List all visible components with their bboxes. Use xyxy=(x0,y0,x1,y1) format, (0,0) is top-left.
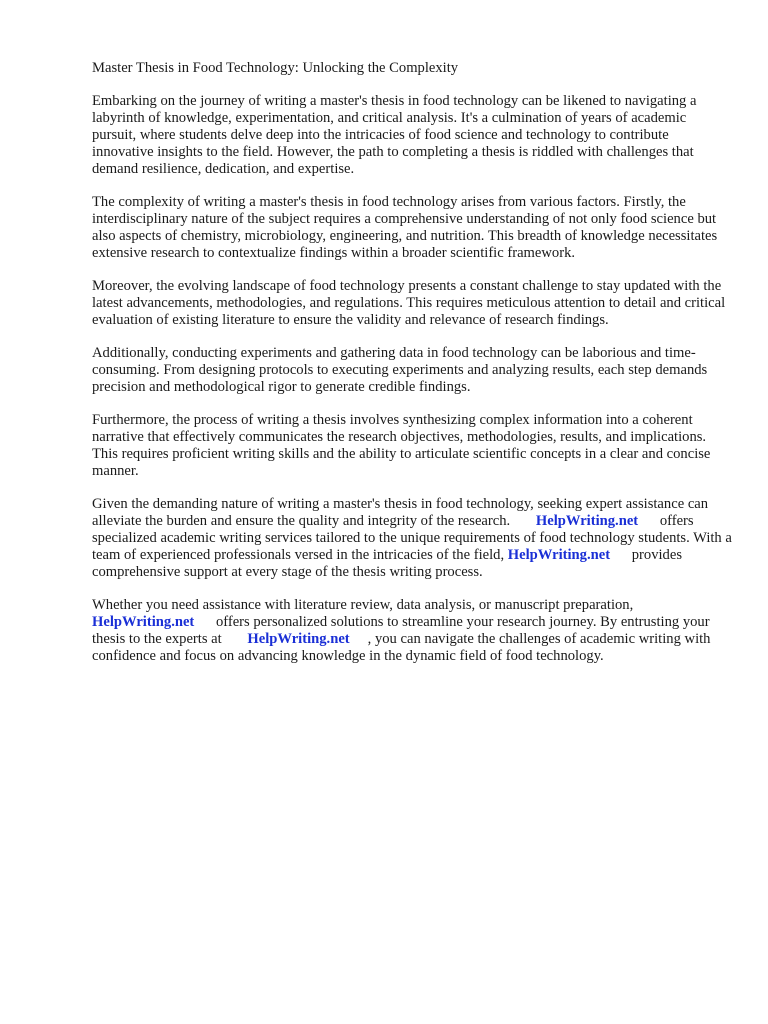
paragraph-complexity: The complexity of writing a master's thesis in food technology arises from various factors. Firstly, the interdisciplinary nature of the subject requires a comprehensive understanding of not only food science but also aspects of chemistry, microbiology, engineering, and nutrition. This breadth of knowledge necessitates extensive research to contextualize findings within a broader scientific framework. xyxy=(92,194,718,261)
paragraph-expert-assistance xyxy=(92,496,732,581)
paragraph-writing-process: Furthermore, the process of writing a thesis involves synthesizing complex information into a coherent narrative that effectively communicates the research objectives, methodologies, results, and implications. This requires proficient writing skills and the ability to articulate scientific concepts in a clear and concise manner. xyxy=(92,412,711,479)
paragraph-text: offers personalized solutions to streamline your research journey. By entrusting your thesis to the experts at xyxy=(92,614,710,647)
paragraph-intro: Embarking on the journey of writing a master's thesis in food technology can be likened to navigating a labyrinth of knowledge, experimentation, and critical analysis. It's a culmination of years of academic pursuit, where students delve deep into the intricacies of food science and technology to contribute innovative insights to the field. However, the path to completing a thesis is riddled with challenges that demand resilience, dedication, and expertise. xyxy=(92,93,697,177)
paragraph-evolving-landscape: Moreover, the evolving landscape of food technology presents a constant challenge to stay updated with the latest advancements, methodologies, and regulations. This requires meticulous attention to detail and critical evaluation of existing literature to ensure the validity and relevance of research findings. xyxy=(92,278,726,328)
paragraph-text: provides comprehensive support at every stage of the thesis writing process. xyxy=(92,547,682,580)
helpwriting-link[interactable]: HelpWriting.net xyxy=(507,547,611,563)
document-title: Master Thesis in Food Technology: Unlocking the Complexity xyxy=(92,60,459,76)
document-body xyxy=(92,60,732,681)
paragraph-personalized-solutions xyxy=(92,597,732,665)
helpwriting-link[interactable]: HelpWriting.net xyxy=(92,614,195,630)
paragraph-text: offers specialized academic writing services tailored to the unique requirements of food technology students. With a team of experienced professionals versed in the intricacies of the field, xyxy=(92,513,732,563)
helpwriting-link[interactable]: HelpWriting.net xyxy=(535,513,639,529)
paragraph-text: Whether you need assistance with literature review, data analysis, or manuscript preparation, xyxy=(92,597,634,613)
helpwriting-link[interactable]: HelpWriting.net xyxy=(247,631,350,647)
paragraph-text: Given the demanding nature of writing a master's thesis in food technology, seeking expert assistance can alleviate the burden and ensure the quality and integrity of the research. xyxy=(92,496,709,529)
paragraph-experiments: Additionally, conducting experiments and gathering data in food technology can be laborious and time-consuming. From designing protocols to executing experiments and analyzing results, each step demands precision and methodological rigor to generate credible findings. xyxy=(92,345,708,395)
paragraph-text: , you can navigate the challenges of academic writing with confidence and focus on advancing knowledge in the dynamic field of food technology. xyxy=(92,631,711,664)
